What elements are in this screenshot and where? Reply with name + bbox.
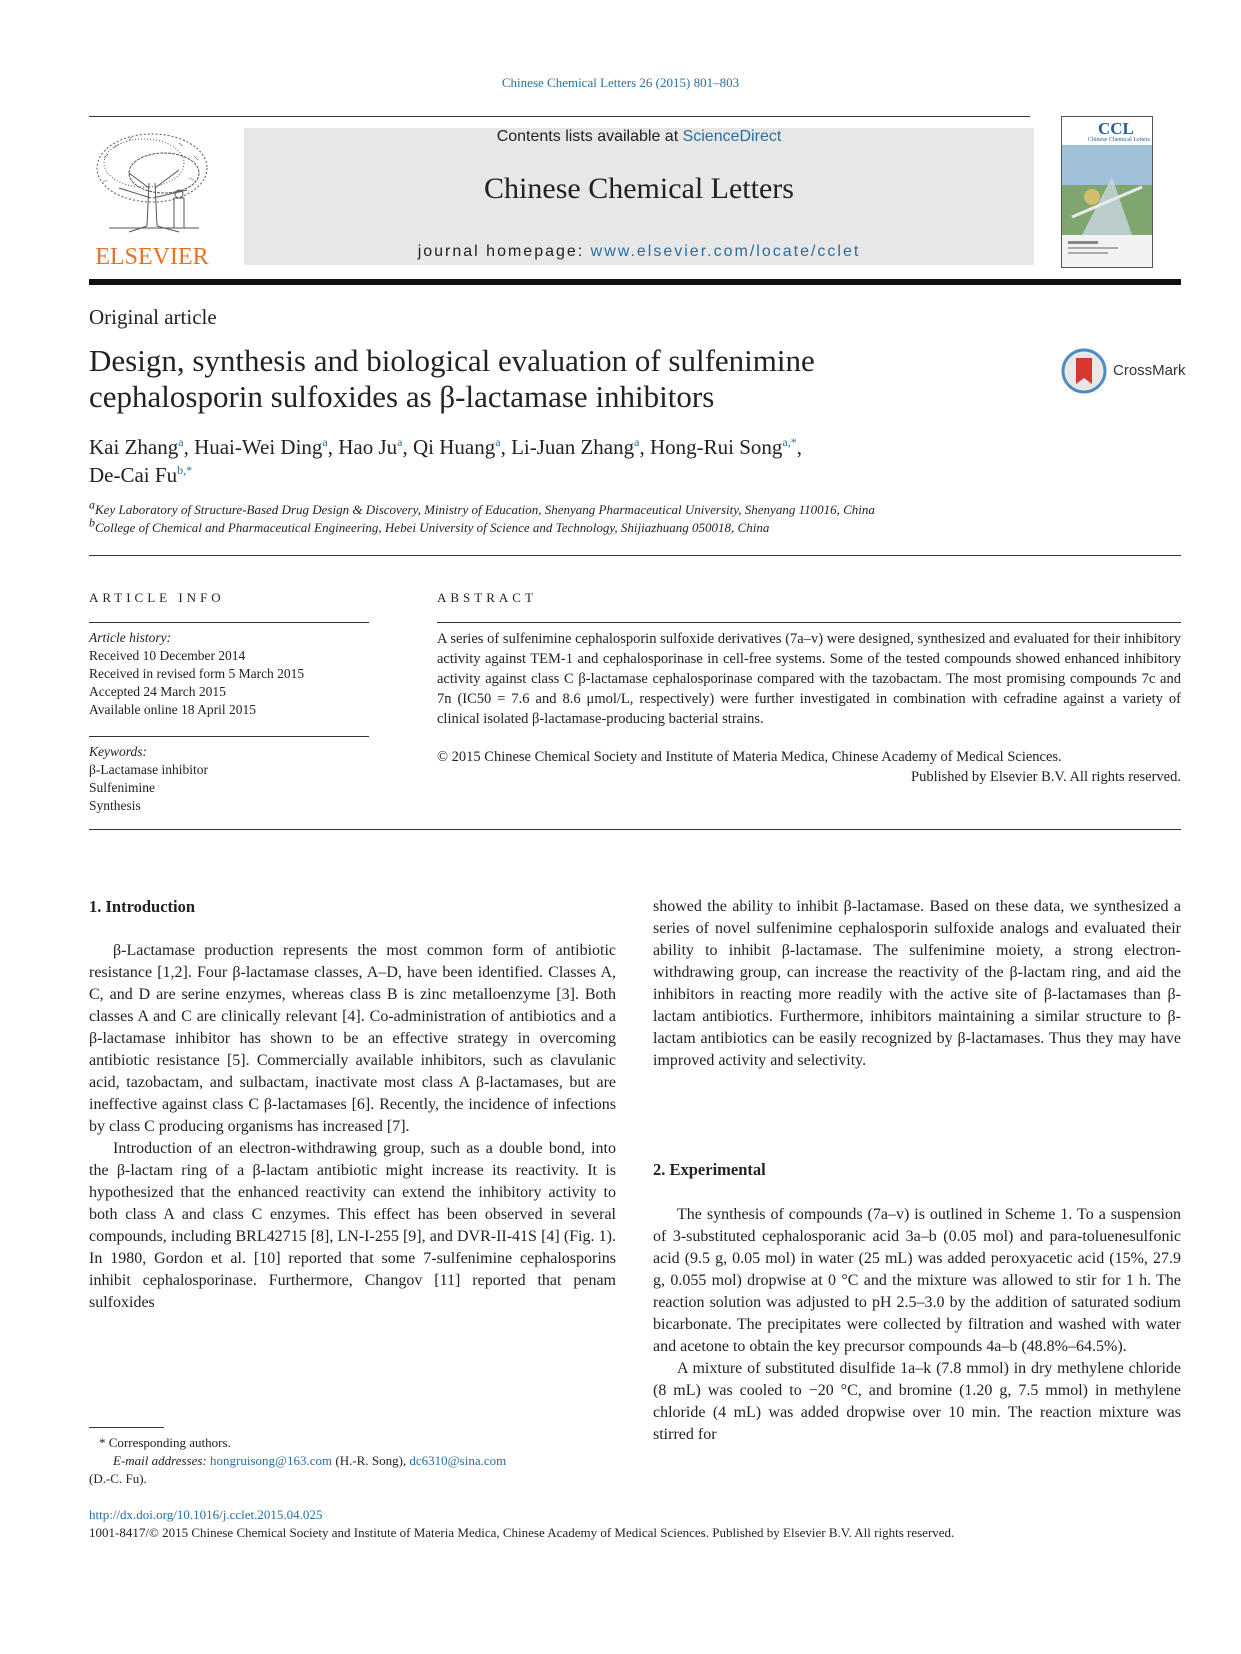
abstract-divider	[437, 622, 1181, 623]
footnote-mark: *	[99, 1435, 106, 1450]
homepage-link[interactable]: www.elsevier.com/locate/cclet	[590, 243, 861, 260]
history-item: Received in revised form 5 March 2015	[89, 666, 305, 681]
email-owner: (D.-C. Fu).	[89, 1471, 147, 1486]
cover-subtitle: Chinese Chemical Letters	[1088, 137, 1150, 143]
homepage-prefix: journal homepage:	[417, 243, 591, 260]
homepage-line	[244, 243, 1034, 261]
keyword: Synthesis	[89, 798, 141, 813]
info-divider	[89, 622, 369, 623]
section-divider	[89, 829, 1181, 830]
crossmark-icon	[1061, 348, 1107, 394]
title-line-1: Design, synthesis and biological evaluation of sulfenimine	[89, 343, 815, 378]
body-paragraph: β-Lactamase production represents the most common form of antibiotic resistance [1,2]. Four β-lactamase classes, A–D, have been identified. Classes A, C, and D are serine enzymes, whereas class B is zinc metalloenzyme [3]. Both classes A and C are clinically relevant [4]. Co-administration of antibiotics and a β-lactamase inhibitor has shown to be an effective strategy in overcoming antibiotic resistance [5]. Commercially available inhibitors, such as clavulanic acid, tazobactam, and sulbactam, inactivate most class A β-lactamases, but are ineffective against class C β-lactamases [6]. Recently, the incidence of infections by class C producing organisms has increased [7].	[89, 942, 616, 1135]
body-paragraph: A mixture of substituted disulfide 1a–k (7.8 mmol) in dry methylene chloride (8 mL) was cooled to −20 °C, and bromine (1.20 g, 7.5 mmol) in methylene chloride (4 mL) was added dropwise over 10 min. The reaction mixture was stirred for	[653, 1360, 1181, 1443]
email-link[interactable]: dc6310@sina.com	[409, 1453, 507, 1468]
contents-prefix: Contents lists available at	[496, 128, 683, 145]
article-history	[89, 629, 369, 719]
email-label: E-mail addresses:	[113, 1453, 207, 1468]
history-item: Received 10 December 2014	[89, 648, 246, 663]
sciencedirect-link[interactable]: ScienceDirect	[682, 128, 782, 145]
abstract-heading: ABSTRACT	[437, 590, 537, 605]
history-item: Accepted 24 March 2015	[89, 684, 226, 699]
abstract-text: A series of sulfenimine cephalosporin sulfoxide derivatives (7a–v) were designed, synthesized and evaluated for their inhibitory activity against TEM-1 and cephalosporinase in cell-free systems. Some of the tested compounds showed enhanced inhibitory activity against class C β-lactamase cephalosporinase compared with the tazobactam. The most promising compounds 7c and 7n (IC50 = 7.6 and 8.6 μmol/L, respectively) were further investigated in combination with cefradine against a variety of clinical isolated β-lactamase-producing bacterial strains.	[437, 631, 1181, 727]
body-paragraph: showed the ability to inhibit β-lactamase. Based on these data, we synthesized a series of novel sulfenimine cephalosporin sulfoxide analogs and evaluated their ability to inhibit β-lactamase. The sulfenimine moiety, a strong electron-withdrawing group, can increase the reactivity of the β-lactam ring, and aid the inhibitors in reacting more readily with the active site of β-lactamases than β-lactam antibiotics. Furthermore, inhibitors maintaining a similar structure to β-lactam antibiotics can be easily recognized by β-lactamases. Thus they may have improved activity and selectivity.	[653, 898, 1181, 1069]
author: Kai Zhang$^a$	[89, 435, 184, 459]
article-info-heading: ARTICLE INFO	[89, 590, 225, 605]
experimental-heading: 2. Experimental	[653, 1160, 766, 1179]
journal-reference[interactable]: Chinese Chemical Letters 26 (2015) 801–803	[501, 75, 740, 90]
title-line-2: cephalosporin sulfoxides as β-lactamase inhibitors	[89, 379, 715, 414]
email-link[interactable]: hongruisong@163.com	[210, 1453, 333, 1468]
introduction-heading: 1. Introduction	[89, 897, 196, 916]
affiliation-a: $^a$Key Laboratory of Structure-Based Drug Design & Discovery, Ministry of Education, Shenyang Pharmaceutical University, Shenyang 110016, China	[89, 497, 875, 517]
abstract-publisher: Published by Elsevier B.V. All rights reserved.	[911, 769, 1181, 785]
issn-copyright: 1001-8417/© 2015 Chinese Chemical Society and Institute of Materia Medica, Chinese Academy of Medical Sciences. Published by Elsevier B.V. All rights reserved.	[89, 1525, 955, 1540]
crossmark-label: CrossMark	[1113, 362, 1186, 379]
doi-link[interactable]: http://dx.doi.org/10.1016/j.cclet.2015.04.025	[89, 1507, 323, 1522]
right-column-bottom	[653, 1204, 1181, 1446]
journal-title: Chinese Chemical Letters	[484, 172, 794, 205]
elsevier-wordmark: ELSEVIER	[95, 244, 209, 270]
author: De-Cai $Fu^{b,*}$	[89, 463, 193, 487]
history-item: Available online 18 April 2015	[89, 702, 256, 717]
footnote-rule	[89, 1427, 164, 1428]
author: Hong-Rui Song$^{a,*}$	[649, 435, 797, 459]
email-owner: (H.-R. Song),	[335, 1453, 407, 1468]
author-list: Kai Zhang$^a$, Huai-Wei Ding$^a$, Hao Ju$^a$, Qi Huang$^a$, Li-Juan Zhang$^a$, Hong-Rui Song$^{a,*}$, De-Cai $Fu^{b,*}$	[89, 435, 802, 487]
corresponding-footnote	[89, 1434, 616, 1488]
info-divider	[89, 736, 369, 737]
corresponding-label: Corresponding authors.	[108, 1435, 231, 1450]
crossmark-badge[interactable]	[1061, 348, 1201, 394]
top-divider	[89, 116, 1030, 117]
body-paragraph: The synthesis of compounds (7a–v) is outlined in Scheme 1. To a suspension of 3-substituted cephalosporanic acid 3a–b (0.05 mol) and para-toluenesulfonic acid (9.5 g, 0.05 mol) in water (25 mL) was added peroxyacetic acid (15%, 27.9 g, 0.055 mol) dropwise at 0 °C and the mixture was allowed to stir for 1 h. The reaction solution was adjusted to pH 2.5–3.0 by the addition of saturated sodium bicarbonate. The precipitates were collected by filtration and washed with water and acetone to obtain the key precursor compounds 4a–b (48.8%–64.5%).	[653, 1206, 1181, 1355]
body-paragraph: Introduction of an electron-withdrawing group, such as a double bond, into the β-lactam ring of a β-lactam antibiotic might increase its reactivity. It is hypothesized that the enhanced reactivity can extend the inhibitory activity to both class A and class C enzymes. This effect has been observed in several compounds, including BRL42715 [8], LN-I-255 [9], and DVR-II-41S [4] (Fig. 1). In 1980, Gordon et al. [10] reported that some 7-sulfenimine cephalosporins inhibit cephalosporinase. Furthermore, Changov [11] reported that penam sulfoxides	[89, 1140, 616, 1311]
keyword: β-Lactamase inhibitor	[89, 762, 208, 777]
history-label: Article history:	[89, 630, 172, 645]
keywords-label: Keywords:	[89, 744, 147, 759]
cover-abbrev: CCL	[1098, 119, 1134, 138]
author: Qi Huang$^a$	[413, 435, 501, 459]
keywords	[89, 743, 369, 815]
journal-cover-thumbnail[interactable]	[1061, 116, 1153, 268]
right-column-top	[653, 896, 1181, 1072]
author: Huai-Wei Ding$^a$	[194, 435, 328, 459]
abstract-copyright: © 2015 Chinese Chemical Society and Institute of Materia Medica, Chinese Academy of Medical Sciences.	[437, 749, 1062, 765]
article-title	[89, 343, 1019, 415]
keyword: Sulfenimine	[89, 780, 155, 795]
contents-line	[244, 128, 1034, 146]
section-divider	[89, 555, 1181, 556]
article-type: Original article	[89, 305, 217, 329]
author: Li-Juan Zhang$^a$	[511, 435, 640, 459]
journal-header-box	[244, 128, 1034, 265]
left-column	[89, 940, 616, 1314]
affiliation-b: $^b$College of Chemical and Pharmaceutical Engineering, Hebei University of Science and Technology, Shijiazhuang 050018, China	[89, 515, 770, 535]
author: Hao Ju$^a$	[338, 435, 403, 459]
header-thick-rule	[89, 279, 1181, 285]
